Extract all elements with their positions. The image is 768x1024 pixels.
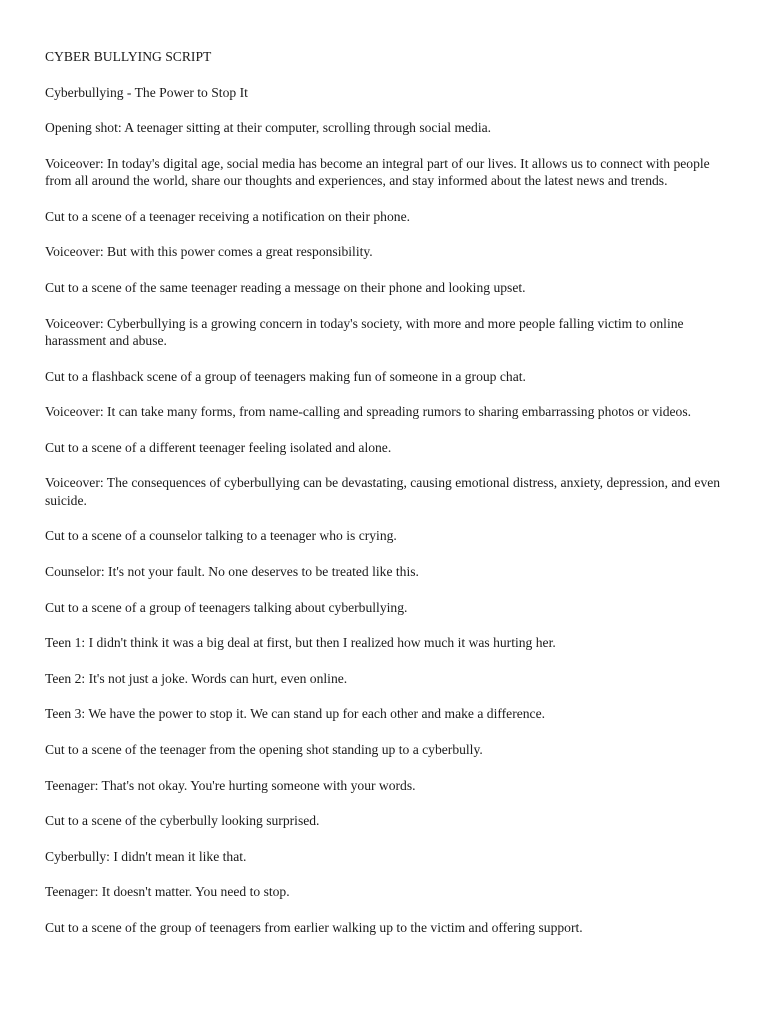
script-paragraph: Counselor: It's not your fault. No one deserves to be treated like this. <box>45 563 419 579</box>
document-page <box>45 48 725 954</box>
script-paragraph: Cut to a scene of a counselor talking to a teenager who is crying. <box>45 528 397 544</box>
document-title: CYBER BULLYING SCRIPT <box>45 49 212 64</box>
script-paragraph: Cut to a flashback scene of a group of teenagers making fun of someone in a group chat. <box>45 368 526 384</box>
script-paragraph: Cut to a scene of the cyberbully looking surprised. <box>45 813 320 829</box>
script-paragraph: Teenager: That's not okay. You're hurting someone with your words. <box>45 777 416 793</box>
script-paragraph: Cut to a scene of the teenager from the opening shot standing up to a cyberbully. <box>45 741 483 757</box>
script-paragraph: Teen 3: We have the power to stop it. We can stand up for each other and make a difference. <box>45 706 546 722</box>
script-paragraph: Cut to a scene of a group of teenagers talking about cyberbullying. <box>45 599 408 615</box>
script-paragraph: Voiceover: Cyberbullying is a growing concern in today's society, with more and more people falling victim to online harassment and abuse. <box>45 315 684 348</box>
script-paragraph: Opening shot: A teenager sitting at their computer, scrolling through social media. <box>45 120 492 136</box>
script-paragraph: Voiceover: But with this power comes a great responsibility. <box>45 244 373 260</box>
script-paragraph: Teen 1: I didn't think it was a big deal at first, but then I realized how much it was hurting her. <box>45 635 556 651</box>
script-paragraph: Voiceover: It can take many forms, from name-calling and spreading rumors to sharing embarrassing photos or videos. <box>45 404 692 420</box>
document-subtitle: Cyberbullying - The Power to Stop It <box>45 84 248 100</box>
script-paragraph: Teen 2: It's not just a joke. Words can hurt, even online. <box>45 670 348 686</box>
script-paragraph: Voiceover: The consequences of cyberbullying can be devastating, causing emotional distress, anxiety, depression, and even suicide. <box>45 475 721 508</box>
script-paragraph: Cyberbully: I didn't mean it like that. <box>45 848 247 864</box>
script-paragraph: Cut to a scene of the same teenager reading a message on their phone and looking upset. <box>45 279 526 295</box>
script-paragraph: Cut to a scene of a different teenager feeling isolated and alone. <box>45 439 392 455</box>
script-paragraph: Teenager: It doesn't matter. You need to stop. <box>45 884 290 900</box>
script-paragraph: Voiceover: In today's digital age, social media has become an integral part of our lives. It allows us to connect with people from all around the world, share our thoughts and experiences, and stay informed about the latest news and trends. <box>45 155 710 189</box>
script-paragraph: Cut to a scene of a teenager receiving a notification on their phone. <box>45 208 411 224</box>
script-paragraph: Cut to a scene of the group of teenagers from earlier walking up to the victim and offering support. <box>45 919 583 935</box>
